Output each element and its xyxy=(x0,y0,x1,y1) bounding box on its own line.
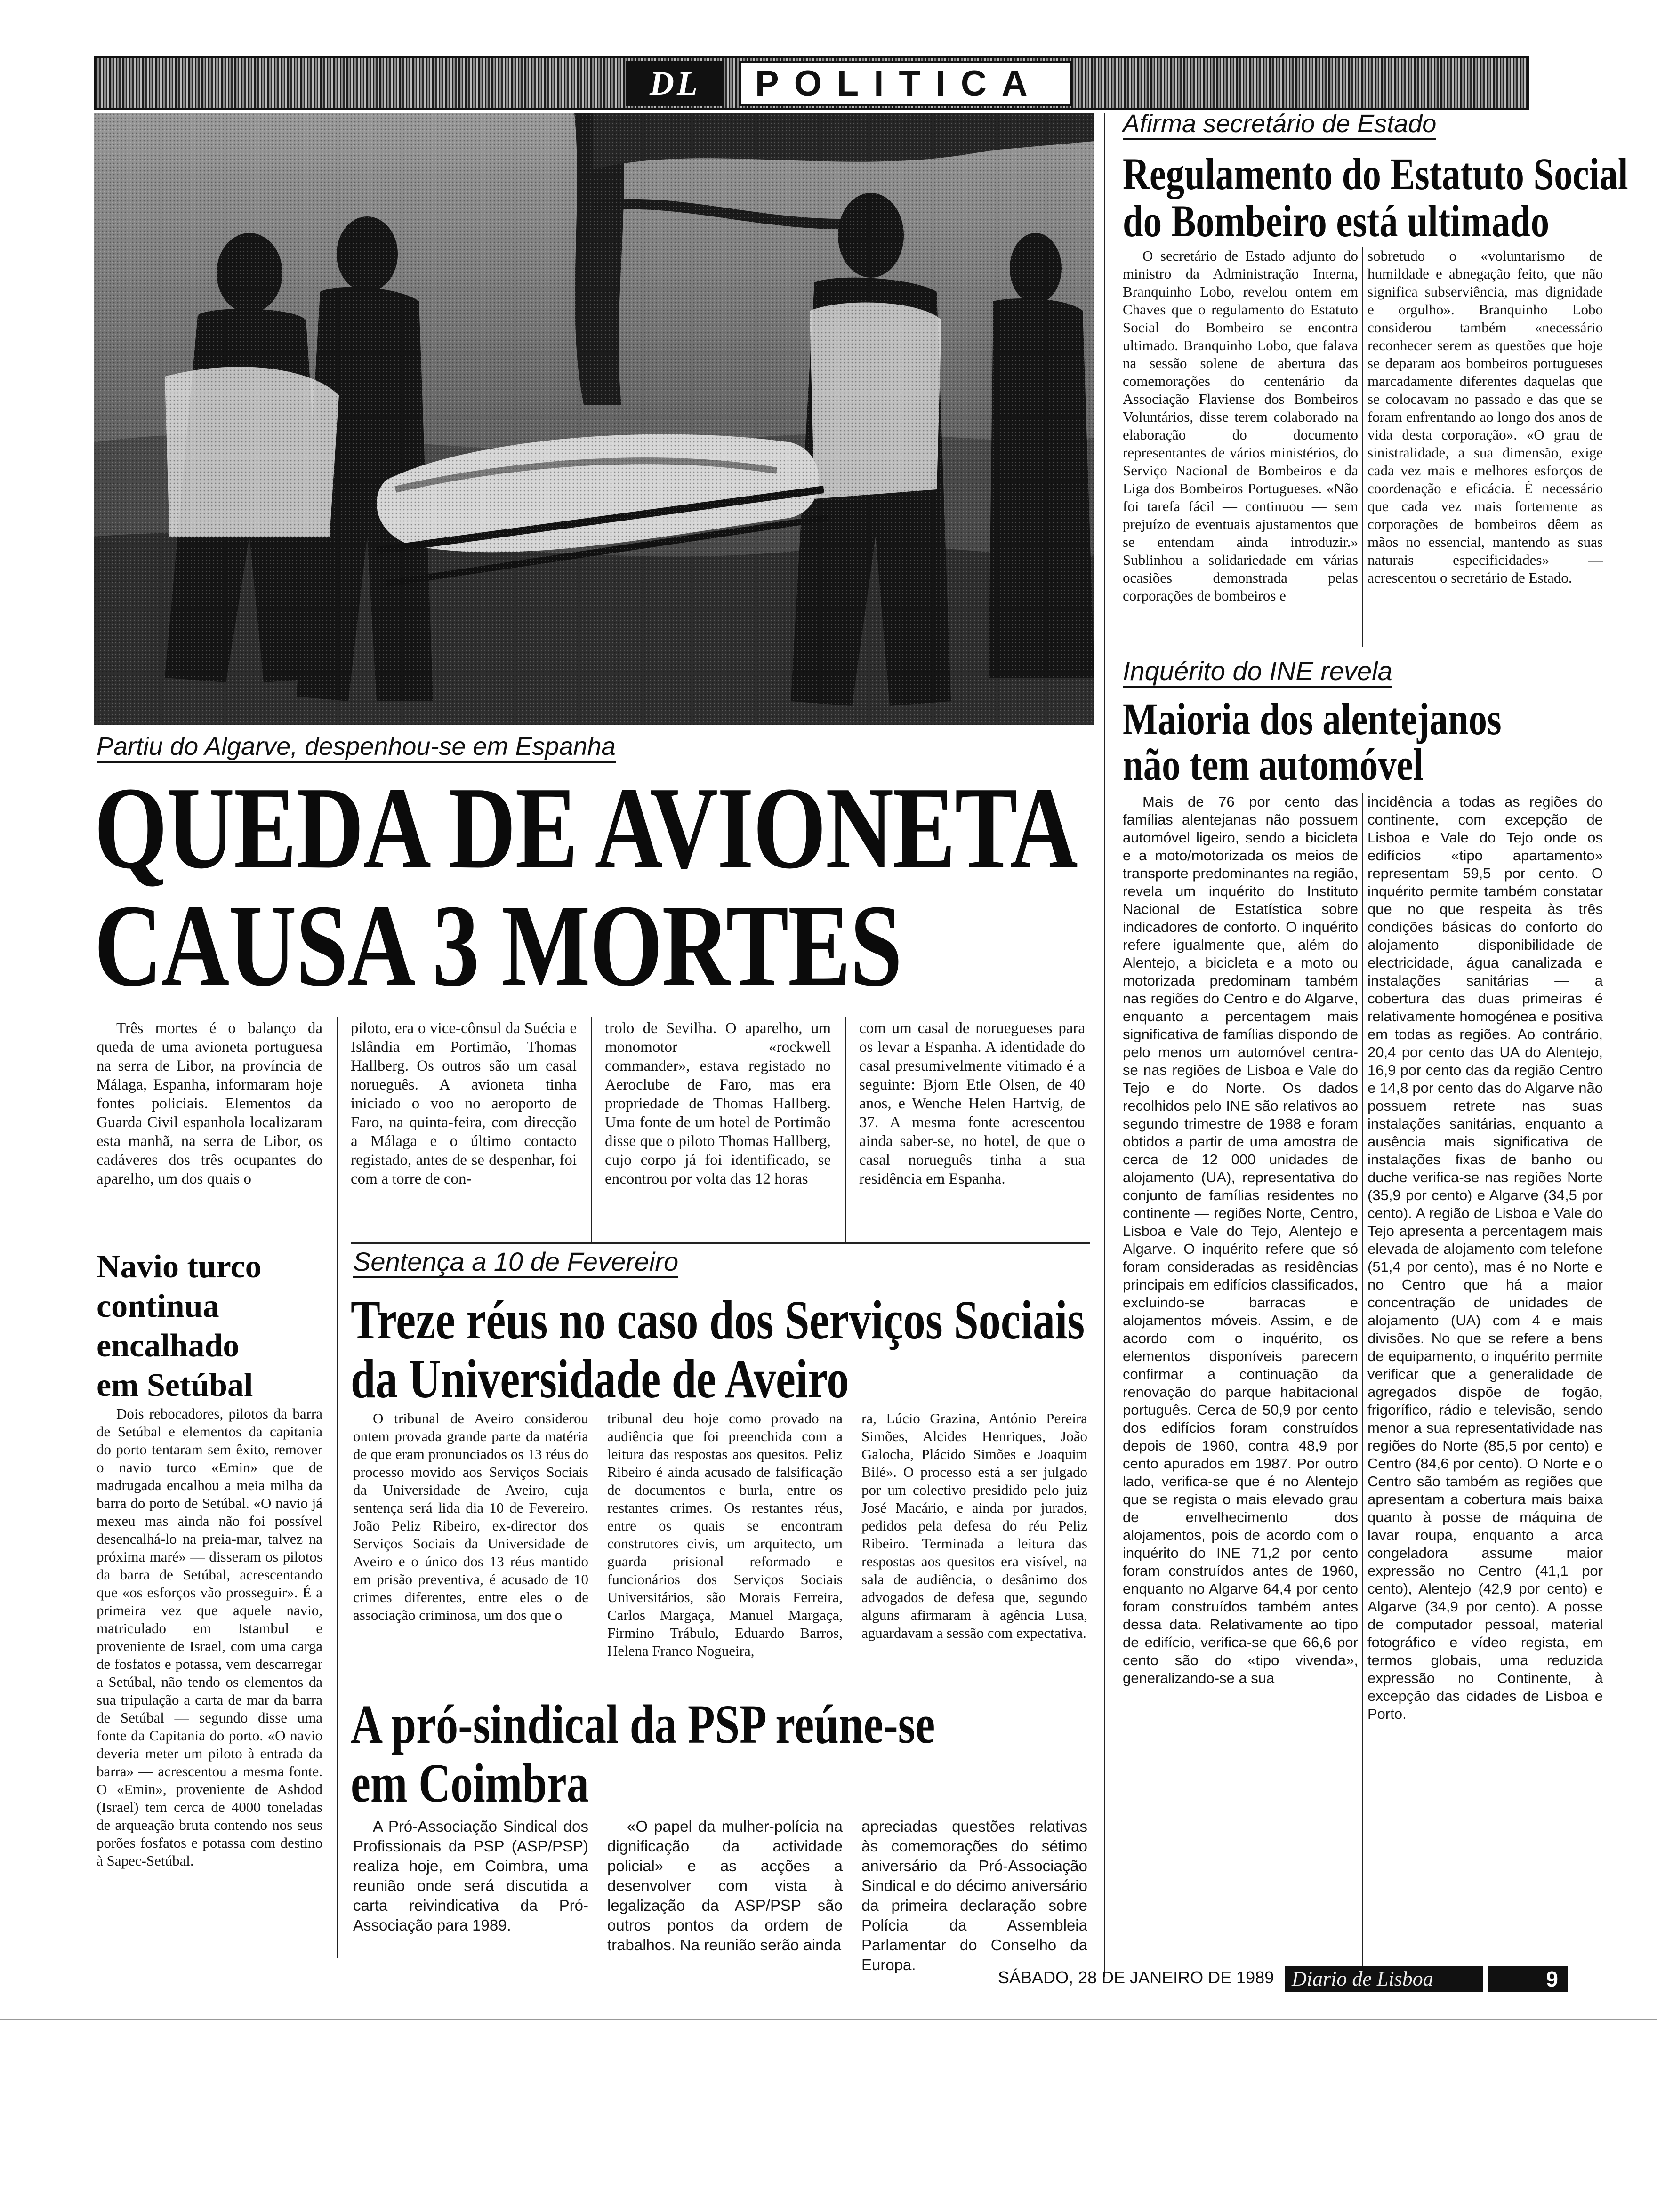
crash-text-1: Três mortes é o balanço da queda de uma avioneta portuguesa na serra de Libor, na província de Málaga, Espanha, informaram hoje fontes policiais. Elementos da Guarda Civil espanhola localizaram esta manhã, na serra de Libor, os cadáveres dos três ocupantes do aparelho, um dos quais o xyxy=(97,1020,322,1187)
navio-headline: Navio turco continua encalhado em Setúbal xyxy=(97,1249,262,1403)
logo-mark: DL xyxy=(650,64,700,102)
crash-headline-line1: QUEDA DE AVIONETA xyxy=(94,763,1078,893)
ine-text-1: Mais de 76 por cento das famílias alentejanas não possuem automóvel ligeiro, sendo a bicicleta e a moto/motorizada os meios de transporte predominantes na região, revela um inquérito do Instituto Nacional de Estatística sobre indicadores de conforto. O inquérito refere igualmente que, além do Alentejo, a bicicleta e a moto ou motorizada predominam também nas regiões do Centro e do Algarve, enquanto a percentagem mais significativa de famílias dispondo de pelo menos um automóvel centra-se nas regiões de Lisboa e Vale do Tejo e do Norte. Os dados recolhidos pelo INE são relativos ao segundo trimestre de 1988 e foram obtidos a partir de uma amostra de cerca de 12 000 unidades de alojamento (UA), representativa do conjunto de famílias residentes no continente — regiões Norte, Centro, Lisboa e Vale do Tejo, Alentejo e Algarve. O inquérito refere que só foram consideradas as residências principais em edifícios classificados, excluindo-se barracas e alojamentos móveis. Assim, e de acordo com o inquérito, os elementos disponíveis parecem confirmar a continuação da renovação do parque habitacional português. Cerca de 50,9 por cento dos edifícios foram construídos depois de 1960, contra 48,9 por cento apurados em 1987. Por outro lado, verifica-se que é no Alentejo que se regista o mais elevado grau de envelhecimento dos alojamentos, pois de acordo com o inquérito do INE 71,2 por cento foram construídos antes de 1960, enquanto no Algarve 64,4 por cento foram construídos também antes dessa data. Relativamente ao tipo de edifício, verifica-se que 66,6 por cento são do «tipo vivenda», generalizando-se a sua xyxy=(1123,793,1358,1686)
crash-headline-line2: CAUSA 3 MORTES xyxy=(94,881,902,1011)
aveiro-column-3 xyxy=(861,1410,1087,1642)
ine-column-1 xyxy=(1123,793,1358,1687)
psp-headline-line1: A pró-sindical da PSP reúne-se xyxy=(351,1693,935,1755)
psp-text-2: «O papel da mulher-polícia na dignificação da actividade policial» e as acções a desenvolver com vista à legalização da ASP/PSP são outros pontos da ordem de trabalhos. Na reunião serão ainda xyxy=(607,1818,843,1954)
rule-vertical xyxy=(591,1017,592,1242)
page-number: 9 xyxy=(1546,1967,1558,1991)
bombeiro-text-1: O secretário de Estado adjunto do ministro da Administração Interna, Branquinho Lobo, revelou ontem em Chaves que o regulamento do Estatuto Social do Bombeiro se encontra ultimado. Branquinho Lobo, que falava na sessão solene de abertura das comemorações do centenário da Associação Flaviense dos Bombeiros Voluntários, disse terem colaborado na elaboração do documento representantes de vários ministérios, do Serviço Nacional de Bombeiros e da Liga dos Bombeiros Portugueses. «Não foi tarefa fácil — continuou — sem prejuízo de eventuais ajustamentos que se entendam ainda introduzir.» Sublinhou a solidariedade em várias ocasiões demonstrada pelas corporações de bombeiros e xyxy=(1123,248,1358,604)
bombeiro-kicker: Afirma secretário de Estado xyxy=(1123,109,1436,140)
section-title-box xyxy=(739,61,1072,106)
crash-column-3 xyxy=(605,1019,831,1188)
footer-paper-box xyxy=(1285,1966,1483,1992)
crash-column-4 xyxy=(859,1019,1085,1188)
aveiro-text-3: ra, Lúcio Grazina, António Pereira Simões, Alcides Henriques, João Galocha, Plácido Simões e Joaquim Bilé». O processo está a ser julgado por um colectivo presidido pelo juiz José Macário, e ainda por jurados, pedidos pela defesa do réu Peliz Ribeiro. Terminada a leitura das respostas aos quesitos era visível, na sala de audiência, o desânimo dos advogados de defesa que, segundo alguns afirmaram à agência Lusa, aguardavam a sessão com expectativa. xyxy=(861,1410,1087,1641)
rule-vertical xyxy=(1104,113,1105,1977)
bombeiro-column-2 xyxy=(1367,247,1603,587)
aveiro-text-1: O tribunal de Aveiro considerou ontem provada grande parte da matéria de que eram pronunciados os 13 réus do processo movido aos Serviços Sociais da Universidade de Aveiro, cuja sentença será lida dia 10 de Fevereiro. João Peliz Ribeiro, ex-director dos Serviços Sociais da Universidade de Aveiro e o único dos 13 réus mantido em prisão preventiva, é acusado de 10 crimes diferentes, entre eles o de associação criminosa, um dos que o xyxy=(353,1410,588,1623)
rule-vertical xyxy=(1362,793,1363,1970)
psp-column-2 xyxy=(607,1817,843,1955)
psp-column-1 xyxy=(353,1817,588,1935)
ine-kicker: Inquérito do INE revela xyxy=(1123,657,1392,688)
psp-text-1: A Pró-Associação Sindical dos Profissionais da PSP (ASP/PSP) realiza hoje, em Coimbra, uma reunião onde será discutida a carta reivindicativa da Pró-Associação para 1989. xyxy=(353,1818,588,1934)
aveiro-column-2 xyxy=(607,1410,843,1660)
ine-headline-line2: não tem automóvel xyxy=(1123,739,1424,790)
crash-column-1 xyxy=(97,1019,322,1188)
ine-text-2: incidência a todas as regiões do continente, com excepção de Lisboa e Vale do Tejo onde os edifícios «tipo apartamento» representam 59,5 por cento. O inquérito permite também constatar que no que respeita às três condições básicas do conforto do alojamento — disponibilidade de electricidade, água canalizada e instalações sanitárias — a cobertura das duas primeiras é relativamente homogénea e positiva em todas as regiões. Ao contrário, 20,4 por cento das UA do Alentejo, 16,9 por cento das da região Centro e 14,8 por cento das do Algarve não possuem retrete nas suas instalações sanitárias, enquanto a ausência mais significativa de instalações fixas de banho ou duche verifica-se nas regiões Norte (35,9 por cento) e Algarve (34,5 por cento). A região de Lisboa e Vale do Tejo apresenta a percentagem mais elevada de alojamento com telefone (51,4 por cento), mas é no Norte e no Centro que há a maior concentração de unidades de alojamento (UA) com 4 e mais divisões. No que se refere a bens de equipamento, o inquérito permite verificar que a generalidade de agregados dispõe de fogão, frigorífico, rádio e televisão, sendo menor a sua representatividade nas regiões do Norte (85,5 por cento) e Centro (84,6 por cento). O Norte e o Centro são também as regiões que apresentam a cobertura mais baixa quanto à posse de máquina de lavar roupa, enquanto a arca congeladora assume maior expressão no Centro (41,1 por cento), Alentejo (42,9 por cento) e Algarve (34,9 por cento). A posse de computador pessoal, material fotográfico e vídeo regista, em termos globais, uma reduzida expressão no Continente, à excepção das cidades de Lisboa e Porto. xyxy=(1367,793,1603,1722)
crash-kicker: Partiu do Algarve, despenhou-se em Espanha xyxy=(97,732,616,763)
bombeiro-headline-line1: Regulamento do Estatuto Social xyxy=(1123,149,1628,199)
crash-text-3: trolo de Sevilha. O aparelho, um monomotor «rockwell commander», estava registado no Aeroclube de Faro, mas era propriedade de Thomas Hallberg. Uma fonte de um hotel de Portimão disse que o piloto Thomas Hallberg, cujo corpo já foi identificado, se encontrou por volta das 12 horas xyxy=(605,1020,831,1187)
ine-headline-line1: Maioria dos alentejanos xyxy=(1123,694,1502,744)
aveiro-headline-line2: da Universidade de Aveiro xyxy=(351,1348,849,1410)
psp-headline-line2: em Coimbra xyxy=(351,1752,589,1814)
ine-column-2 xyxy=(1367,793,1603,1723)
psp-column-3 xyxy=(861,1817,1087,1975)
aveiro-column-1 xyxy=(353,1410,588,1624)
news-photo xyxy=(94,113,1094,725)
rule-horizontal xyxy=(351,1242,1090,1244)
rule-vertical xyxy=(845,1017,846,1242)
navio-text: Dois rebocadores, pilotos da barra de Setúbal e elementos da capitania do porto tentaram sem êxito, remover o navio turco «Emin» que de madrugada encalhou a meia milha da barra do porto de Setúbal. «O navio já mexeu mas ainda não foi possível desencalhá-lo na preia-mar, talvez na próxima maré» — disseram os pilotos da barra de Setúbal, acrescentando que «os esforços vão prosseguir». É a primeira vez que aquele navio, matriculado em Istambul e proveniente de Israel, com uma carga de fosfatos e potassa, vem descarregar a Setúbal, não tendo os elementos da sua tripulação a carta de mar da barra de Setúbal — segundo disse uma fonte da Capitania do porto. «O navio deveria meter um piloto à entrada da barra» — acrescentou a mesma fonte. O «Emin», proveniente de Ashdod (Israel) tem cerca de 4000 toneladas de arqueação bruta contendo nos seus porões fosfatos e potassa com destino à Sapec-Setúbal. xyxy=(97,1405,322,1869)
bombeiro-column-1 xyxy=(1123,247,1358,605)
rule-vertical xyxy=(337,1017,338,1958)
crash-text-4: com um casal de noruegueses para os levar a Espanha. A identidade do casal presumivelmente vitimado é a seguinte: Bjorn Etle Olsen, de 40 anos, e Wenche Helen Hartvig, de 37. A mesma fonte acrescentou ainda saber-se, no hotel, de que o casal norueguês tinha a sua residência em Espanha. xyxy=(859,1020,1085,1187)
rule-horizontal xyxy=(0,2019,1657,2020)
logo-box xyxy=(626,61,724,106)
aveiro-kicker: Sentença a 10 de Fevereiro xyxy=(353,1247,678,1278)
section-title: POLITICA xyxy=(755,64,1043,104)
aveiro-headline-line1: Treze réus no caso dos Serviços Sociais xyxy=(351,1289,1085,1351)
photo-illustration xyxy=(94,113,1094,725)
footer-date: SÁBADO, 28 DE JANEIRO DE 1989 xyxy=(998,1968,1274,1987)
navio-column xyxy=(97,1405,322,1870)
crash-text-2: piloto, era o vice-cônsul da Suécia e Islândia em Portimão, Thomas Hallberg. Os outros são um casal norueguês. A avioneta tinha iniciado o voo no aeroporto de Faro, na quinta-feira, com direcção a Málaga e o último contacto registado, antes de se despenhar, foi com a torre de con- xyxy=(351,1020,577,1187)
rule-vertical xyxy=(1362,247,1363,647)
footer-page-box xyxy=(1488,1966,1568,1992)
aveiro-text-2: tribunal deu hoje como provado na audiência que foi preenchida com a leitura das respostas aos quesitos. Peliz Ribeiro é ainda acusado de falsificação de documentos e burla, entre os restantes crimes. Os restantes réus, entre os quais se encontram construtores civis, um arquitecto, um guarda prisional reformado e funcionários dos Serviços Sociais Universitários, são Morais Ferreira, Carlos Margaça, Manuel Margaça, Firmino Trábulo, Eduardo Barros, Helena Franco Nogueira, xyxy=(607,1410,843,1659)
footer-paper-name: Diario de Lisboa xyxy=(1292,1967,1433,1990)
bombeiro-headline-line2: do Bombeiro está ultimado xyxy=(1123,196,1550,246)
psp-text-3: apreciadas questões relativas às comemorações do sétimo aniversário da Pró-Associação Sindical e do décimo aniversário da primeira declaração sobre Polícia da Assembleia Parlamentar do Conselho da Europa. xyxy=(861,1818,1087,1973)
crash-column-2 xyxy=(351,1019,577,1188)
bombeiro-text-2: sobretudo o «voluntarismo de humildade e abnegação feito, que não significa subserviência, mas dignidade e orgulho». Branquinho Lobo considerou também «necessário reconhecer serem as questões que hoje se deparam aos bombeiros portugueses marcadamente diferentes daquelas que se colocavam no passado e das que se foram enfrentando ao longo dos anos de vida desta corporação». «O grau de sinistralidade, a sua dimensão, exige cada vez mais e melhores esforços de coordenação e eficácia. É necessário que cada vez mais fortemente as corporações de bombeiros dêem as mãos no essencial, mantendo as suas naturais especificidades» — acrescentou o secretário de Estado. xyxy=(1367,248,1603,586)
